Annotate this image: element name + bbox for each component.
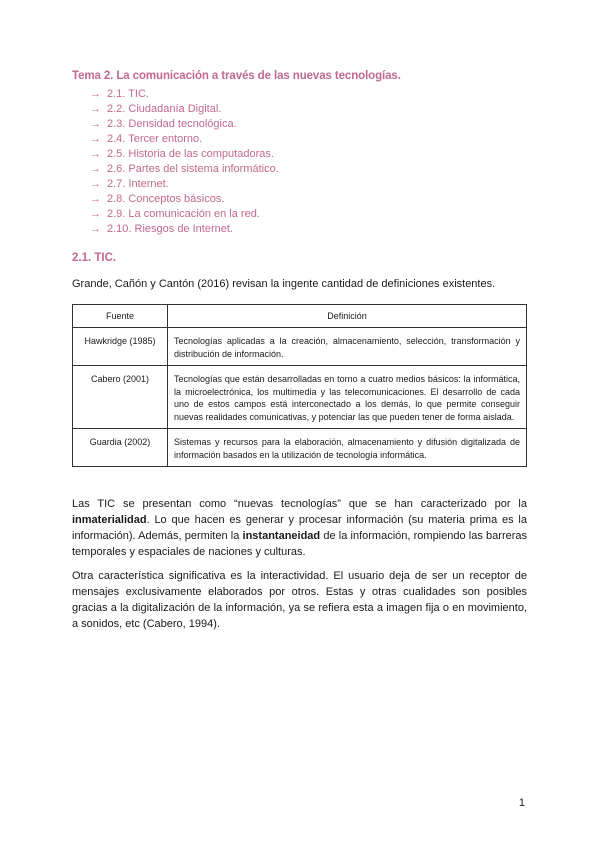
toc-item-label: 2.9. La comunicación en la red. (107, 208, 260, 220)
toc-item-label: 2.2. Ciudadanía Digital. (107, 103, 222, 115)
toc-item[interactable] (90, 147, 279, 162)
arrow-right-icon: → (90, 178, 101, 190)
intro-text: Grande, Cañón y Cantón (2016) revisan la ingente cantidad de definiciones existentes. (72, 278, 496, 290)
table-header-row (73, 305, 527, 328)
row-source: Guardia (2002) (73, 429, 168, 467)
arrow-right-icon: → (90, 88, 101, 100)
toc-item[interactable] (90, 222, 279, 237)
arrow-right-icon: → (90, 148, 101, 160)
definitions-table (72, 304, 527, 467)
toc-item[interactable] (90, 87, 279, 102)
toc-list (90, 87, 279, 237)
page-number: 1 (518, 797, 525, 809)
toc-item[interactable] (90, 177, 279, 192)
table-row (73, 366, 527, 429)
paragraph-text: de la información, rompiendo las barreras temporales y espaciales de naciones y culturas. (72, 530, 528, 558)
toc-item-label: 2.8. Conceptos básicos. (107, 193, 225, 205)
paragraph-text: Las TIC se presentan como “nuevas tecnologías” que se han caracterizado por la (72, 498, 527, 510)
toc-title: Tema 2. La comunicación a través de las nuevas tecnologías. (72, 70, 401, 82)
toc-item[interactable] (90, 192, 279, 207)
table-row (73, 429, 527, 467)
toc-item-label: 2.4. Tercer entorno. (107, 133, 203, 145)
section-heading: 2.1. TIC. (72, 252, 117, 264)
header-source: Fuente (73, 305, 168, 328)
toc-item-label: 2.5. Historia de las computadoras. (107, 148, 274, 160)
emphasis-instantaneidad: instantaneidad (242, 530, 321, 542)
toc-item-label: 2.10. Riesgos de Internet. (107, 223, 233, 235)
row-definition: Tecnologías aplicadas a la creación, almacenamiento, selección, transformación y distribución de información. (168, 328, 527, 366)
arrow-right-icon: → (90, 193, 101, 205)
toc-item[interactable] (90, 117, 279, 132)
row-source: Hawkridge (1985) (73, 328, 168, 366)
arrow-right-icon: → (90, 208, 101, 220)
arrow-right-icon: → (90, 133, 101, 145)
paragraph-interactivity: Otra característica significativa es la interactividad. El usuario deja de ser un receptor de mensajes exclusivamente elaborados por otros. Estas y otras cualidades son posibles gracias a la digitalización de la información, ya se refiera esta a imagen fija o en movimiento, a sonidos, etc (Cabero, 1994). (72, 570, 527, 630)
toc-item[interactable] (90, 207, 279, 222)
row-source: Cabero (2001) (73, 366, 168, 429)
toc-item-label: 2.7. Internet. (107, 178, 169, 190)
row-definition: Sistemas y recursos para la elaboración, almacenamiento y difusión digitalizada de información basados en la utilización de tecnología informática. (168, 429, 527, 467)
arrow-right-icon: → (90, 103, 101, 115)
arrow-right-icon: → (90, 118, 101, 130)
emphasis-inmaterialidad: inmaterialidad (72, 514, 147, 526)
toc-item[interactable] (90, 162, 279, 177)
paragraph-text: . Lo que hacen es generar y procesar información (su materia prima es la información). Además, permiten la (72, 514, 527, 542)
toc-item-label: 2.1. TIC. (107, 88, 149, 100)
table-row (73, 328, 527, 366)
arrow-right-icon: → (90, 223, 101, 235)
paragraph-tic-features (72, 496, 527, 560)
toc-item-label: 2.3. Densidad tecnológica. (107, 118, 237, 130)
arrow-right-icon: → (90, 163, 101, 175)
toc-item[interactable] (90, 102, 279, 117)
row-definition: Tecnologías que están desarrolladas en torno a cuatro medios básicos: la informática, la microelectrónica, los multimedia y las telecomunicaciones. El desarrollo de cada uno de estos campos está interconectado a los demás, lo que permite conseguir nuevas realidades comunicativas, y potenciar las que pueden tener de forma aislada. (168, 366, 527, 429)
header-definition: Definición (168, 305, 527, 328)
toc-item[interactable] (90, 132, 279, 147)
toc-item-label: 2.6. Partes del sistema informático. (107, 163, 279, 175)
